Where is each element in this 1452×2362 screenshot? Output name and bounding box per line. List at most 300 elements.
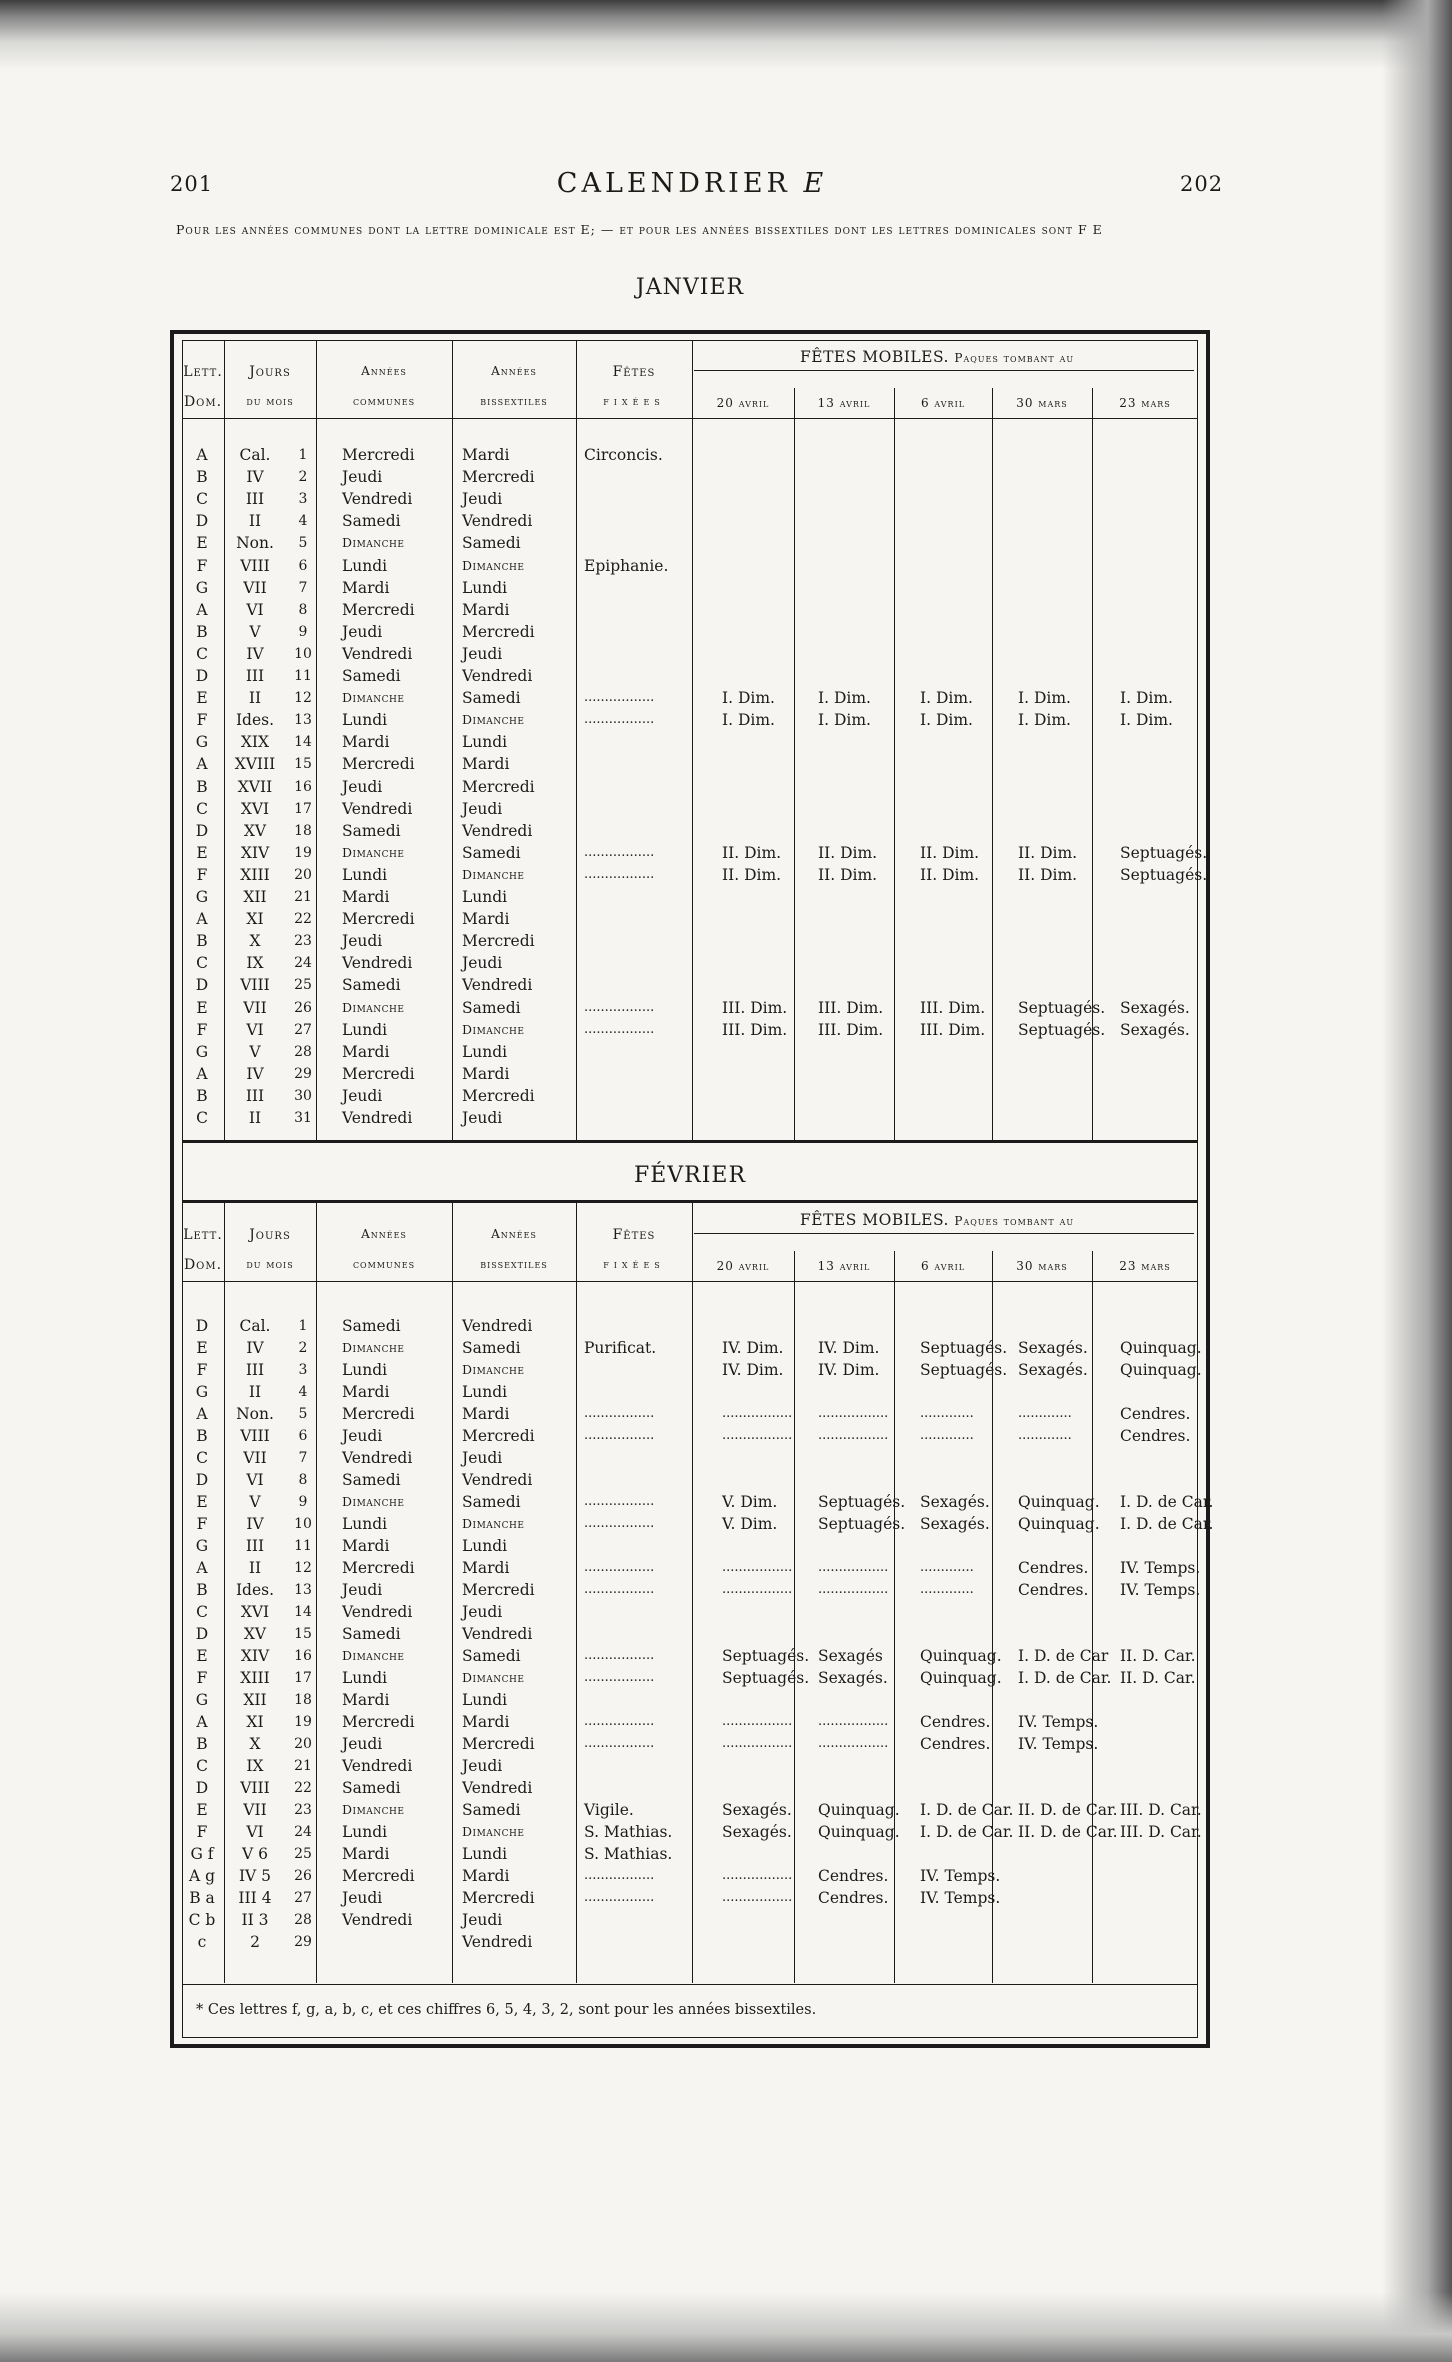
cell-col-3: Mercredi (342, 600, 415, 619)
cell-col-4: Dimanche (462, 1021, 525, 1037)
cell-col-7: II. Dim. (818, 865, 878, 884)
table-row (182, 776, 1198, 798)
cell-col-5: S. Mathias. (584, 1823, 673, 1841)
cell-col-3: Mercredi (342, 1405, 415, 1423)
cell-col-8: ............. (920, 1406, 974, 1421)
cell-col-3: Mardi (342, 1383, 390, 1401)
title-letter: E (803, 168, 824, 199)
table-row (182, 1623, 1198, 1645)
cell-col-4: Vendredi (462, 1625, 533, 1643)
scan-edge-right (1382, 0, 1452, 2362)
footnote: * Ces lettres f, g, a, b, c, et ces chiffres 6, 5, 4, 3, 2, sont pour les années bissextiles. (196, 2002, 817, 2018)
cell-col-8: Cendres. (920, 1735, 991, 1753)
cell-col-6: ................. (722, 1868, 793, 1883)
cell-col-8: I. Dim. (920, 711, 973, 730)
cell-col-1: X (249, 932, 261, 951)
header-date: 13 avril (817, 396, 871, 410)
cell-col-4: Jeudi (462, 1603, 503, 1621)
cell-col-8: III. Dim. (920, 998, 986, 1017)
janvier-table (182, 340, 1208, 1140)
cell-col-4: Lundi (462, 1383, 508, 1401)
cell-col-0: A (196, 755, 208, 774)
cell-col-1: X (249, 1735, 261, 1753)
cell-col-3: Lundi (342, 1361, 388, 1379)
cell-col-9: Cendres. (1018, 1581, 1089, 1599)
cell-col-0: B (196, 932, 208, 951)
cell-col-3: Jeudi (342, 1735, 383, 1753)
cell-col-7: III. Dim. (818, 1020, 884, 1039)
cell-col-2: 10 (294, 645, 312, 662)
cell-col-6: I. Dim. (722, 689, 775, 708)
cell-col-5: Circoncis. (584, 446, 663, 464)
cell-col-2: 13 (294, 1582, 312, 1598)
header-fetes: Fêtes (612, 1227, 656, 1243)
header-date: 6 avril (920, 396, 966, 410)
cell-col-3: Mercredi (342, 1867, 415, 1885)
cell-col-10: II. D. Car. (1120, 1669, 1196, 1687)
cell-col-8: I. Dim. (920, 689, 973, 708)
cell-col-0: G (195, 1691, 209, 1709)
cell-col-1: XVIII (234, 755, 276, 774)
cell-col-1: VII (243, 1801, 267, 1819)
table-row (182, 709, 1198, 731)
cell-col-2: 18 (294, 1692, 312, 1708)
cell-col-2: 12 (294, 1560, 312, 1576)
cell-col-7: II. Dim. (818, 843, 878, 862)
cell-col-2: 14 (294, 734, 312, 751)
cell-col-9: Septuagés. (1018, 998, 1106, 1017)
cell-col-4: Jeudi (462, 954, 503, 973)
cell-col-2: 18 (294, 822, 312, 839)
cell-col-8: Sexagés. (920, 1515, 990, 1533)
cell-col-4: Jeudi (462, 1911, 503, 1929)
cell-col-1: XIII (240, 1669, 270, 1687)
cell-col-3: Samedi (342, 976, 401, 995)
cell-col-2: 14 (294, 1604, 312, 1620)
cell-col-2: 27 (294, 1021, 312, 1038)
cell-col-2: 25 (294, 977, 312, 994)
cell-col-3: Samedi (342, 821, 401, 840)
table-row (182, 1843, 1198, 1865)
cell-col-0: G (195, 578, 209, 597)
cell-col-3: Jeudi (342, 1086, 383, 1105)
cell-col-1: IV (246, 644, 264, 663)
cell-col-2: 17 (294, 800, 312, 817)
cell-col-3: Jeudi (342, 468, 383, 487)
cell-col-2: 5 (298, 1406, 308, 1422)
cell-col-9: ............. (1018, 1406, 1072, 1421)
cell-col-7: Sexagés (818, 1647, 883, 1665)
cell-col-5: ................. (584, 844, 655, 860)
cell-col-1: Non. (236, 1405, 274, 1423)
cell-col-3: Mercredi (342, 1064, 415, 1083)
header-lett: Lett. (183, 1227, 223, 1243)
table-row (182, 864, 1208, 886)
table-row (182, 1579, 1201, 1601)
cell-col-1: III (245, 1537, 265, 1555)
cell-col-10: Sexagés. (1120, 1020, 1190, 1039)
table-row (182, 1403, 1198, 1425)
header-communes: communes (352, 394, 416, 408)
cell-col-7: III. Dim. (818, 998, 884, 1017)
cell-col-0: B a (189, 1889, 215, 1907)
cell-col-3: Dimanche (342, 1340, 405, 1355)
cell-col-7: ................. (818, 1406, 889, 1421)
cell-col-7: ................. (818, 1582, 889, 1597)
table-row (182, 555, 1198, 577)
cell-col-2: 2 (298, 469, 308, 486)
table-row (182, 1513, 1214, 1535)
cell-col-3: Dimanche (342, 844, 405, 860)
cell-col-1: II (248, 689, 262, 708)
cell-col-2: 11 (294, 668, 312, 684)
cell-col-3: Jeudi (342, 1581, 383, 1599)
cell-col-0: C b (188, 1911, 216, 1929)
cell-col-6: ................. (722, 1714, 793, 1729)
header-fixees: fixées (603, 1257, 665, 1271)
header-brace (694, 1233, 1194, 1234)
cell-col-3: Samedi (342, 1779, 401, 1797)
cell-col-6: Sexagés. (722, 1801, 792, 1819)
title-text: CALENDRIER (556, 168, 791, 199)
cell-col-3: Mercredi (342, 1713, 415, 1731)
cell-col-3: Lundi (342, 1515, 388, 1533)
cell-col-2: 3 (298, 491, 308, 508)
cell-col-1: XI (246, 910, 264, 929)
table-row (182, 1557, 1201, 1579)
cell-col-2: 29 (294, 1934, 312, 1950)
cell-col-2: 16 (294, 1648, 312, 1664)
table-row (182, 1019, 1198, 1041)
cell-col-8: Septuagés. (920, 1339, 1008, 1357)
cell-col-0: F (196, 1823, 208, 1841)
cell-col-4: Samedi (462, 1339, 521, 1357)
header-annees-communes: Années (361, 364, 407, 378)
header-rule (182, 418, 1198, 419)
header-bissextiles: bissextiles (480, 394, 548, 408)
cell-col-1: Ides. (235, 1581, 275, 1599)
cell-col-0: D (195, 1625, 209, 1643)
cell-col-3: Vendredi (342, 799, 413, 818)
table-row (182, 687, 1198, 709)
cell-col-0: E (196, 1801, 208, 1819)
cell-col-3: Samedi (342, 667, 401, 685)
table-row (182, 1711, 1198, 1733)
cell-col-1: III (245, 1361, 265, 1379)
header-mobiles-label: FÊTES MOBILES. (800, 348, 955, 366)
cell-col-5: Purificat. (584, 1339, 657, 1357)
cell-col-0: C (196, 799, 208, 818)
table-row (182, 731, 1198, 753)
cell-col-1: XVII (237, 777, 273, 796)
cell-col-3: Mardi (342, 733, 390, 752)
cell-col-3: Jeudi (342, 622, 383, 641)
cell-col-4: Dimanche (462, 866, 525, 882)
cell-col-9: Quinquag. (1018, 1515, 1100, 1533)
cell-col-4: Mercredi (462, 777, 535, 796)
cell-col-0: F (196, 1361, 208, 1379)
cell-col-5: ................. (584, 1736, 655, 1751)
cell-col-0: A (196, 600, 208, 619)
cell-col-3: Lundi (342, 1669, 388, 1687)
cell-col-2: 10 (294, 1516, 312, 1532)
cell-col-0: F (196, 1020, 208, 1039)
cell-col-10: I. Dim. (1120, 711, 1173, 730)
cell-col-8: ............. (920, 1560, 974, 1575)
cell-col-0: A (196, 446, 208, 464)
cell-col-5: ................. (584, 999, 655, 1015)
month-title-janvier: JANVIER (635, 275, 745, 300)
table-row (182, 1601, 1198, 1623)
cell-col-5: Vigile. (584, 1801, 634, 1819)
cell-col-4: Lundi (462, 1042, 508, 1061)
cell-col-4: Vendredi (462, 512, 533, 531)
cell-col-1: XII (243, 888, 267, 906)
cell-col-2: 24 (294, 1824, 312, 1840)
cell-col-0: F (196, 556, 208, 575)
cell-col-3: Vendredi (342, 954, 413, 973)
cell-col-3: Dimanche (342, 690, 405, 706)
cell-col-2: 28 (294, 1043, 312, 1060)
cell-col-4: Samedi (462, 1801, 521, 1819)
cell-col-2: 8 (298, 601, 308, 618)
cell-col-9: I. D. de Car (1018, 1647, 1109, 1665)
cell-col-0: G (195, 733, 209, 752)
table-row (182, 974, 1198, 996)
cell-col-4: Lundi (462, 578, 508, 597)
cell-col-2: 23 (294, 1802, 312, 1818)
cell-col-3: Dimanche (342, 535, 405, 551)
cell-col-8: Quinquag. (920, 1647, 1002, 1665)
cell-col-4: Mercredi (462, 1889, 535, 1907)
table-row (182, 908, 1198, 930)
cell-col-10: Cendres. (1120, 1405, 1191, 1423)
cell-col-1: 2 (250, 1933, 260, 1951)
cell-col-7: Septuagés. (818, 1515, 906, 1533)
cell-col-2: 1 (298, 447, 308, 463)
cell-col-0: E (196, 534, 208, 553)
cell-col-5: ................. (584, 1516, 655, 1531)
cell-col-3: Lundi (342, 1823, 388, 1841)
cell-col-2: 28 (294, 1912, 312, 1928)
header-annees-bissextiles: Années (491, 364, 537, 378)
table-row (182, 488, 1198, 510)
cell-col-6: II. Dim. (722, 865, 782, 884)
cell-col-0: B (196, 622, 208, 641)
cell-col-0: c (197, 1933, 207, 1951)
cell-col-1: II 3 (241, 1911, 269, 1929)
cell-col-10: Septuagés. (1120, 865, 1208, 884)
cell-col-0: E (196, 689, 208, 708)
table-row (182, 842, 1208, 864)
table-row (182, 444, 1198, 466)
header-date: 30 mars (1016, 396, 1068, 410)
table-row (182, 886, 1198, 908)
cell-col-9: Cendres. (1018, 1559, 1089, 1577)
cell-col-4: Dimanche (462, 1516, 525, 1531)
cell-col-1: Non. (236, 534, 274, 553)
cell-col-4: Mercredi (462, 468, 535, 487)
cell-col-10: I. D. de Car. (1120, 1493, 1214, 1511)
cell-col-4: Mercredi (462, 1427, 535, 1445)
cell-col-0: E (196, 998, 208, 1017)
header-jours: Jours (249, 364, 291, 380)
table-row (182, 621, 1198, 643)
cell-col-5: ................. (584, 690, 655, 706)
cell-col-10: Quinquag. (1120, 1339, 1202, 1357)
cell-col-2: 12 (294, 690, 312, 707)
header-date: 23 mars (1119, 396, 1171, 410)
cell-col-2: 6 (298, 557, 308, 574)
cell-col-4: Mercredi (462, 1581, 535, 1599)
header-mobiles-label: FÊTES MOBILES. (800, 1211, 955, 1229)
cell-col-3: Jeudi (342, 1889, 383, 1907)
cell-col-4: Mardi (462, 1867, 510, 1885)
cell-col-3: Mardi (342, 1537, 390, 1555)
table-row (182, 1755, 1198, 1777)
cell-col-0: A (196, 910, 208, 929)
cell-col-6: ................. (722, 1736, 793, 1751)
cell-col-10: IV. Temps. (1120, 1581, 1201, 1599)
cell-col-1: VIII (240, 1427, 270, 1445)
cell-col-7: Sexagés. (818, 1669, 888, 1687)
cell-col-9: II. D. de Car. (1018, 1801, 1118, 1819)
header-date: 6 avril (920, 1259, 966, 1273)
cell-col-9: II. Dim. (1018, 865, 1078, 884)
cell-col-3: Lundi (342, 1020, 388, 1039)
cell-col-5: S. Mathias. (584, 1845, 673, 1863)
cell-col-10: Sexagés. (1120, 998, 1190, 1017)
cell-col-7: Quinquag. (818, 1801, 900, 1819)
cell-col-5: ................. (584, 1560, 655, 1575)
cell-col-4: Jeudi (462, 1449, 503, 1467)
cell-col-3: Vendredi (342, 644, 413, 663)
cell-col-10: II. D. Car. (1120, 1647, 1196, 1665)
cell-col-7: ................. (818, 1428, 889, 1443)
cell-col-6: IV. Dim. (722, 1361, 784, 1379)
cell-col-2: 17 (294, 1670, 312, 1686)
cell-col-0: B (196, 1581, 208, 1599)
cell-col-8: Quinquag. (920, 1669, 1002, 1687)
table-row (182, 643, 1198, 665)
cell-col-1: IX (246, 954, 264, 973)
cell-col-8: IV. Temps. (920, 1889, 1001, 1907)
cell-col-5: ................. (584, 1021, 655, 1037)
cell-col-8: II. Dim. (920, 843, 980, 862)
header-jours: Jours (249, 1227, 291, 1243)
scan-edge-bottom (0, 2292, 1452, 2362)
cell-col-9: ............. (1018, 1428, 1072, 1443)
month-title-fevrier: FÉVRIER (633, 1163, 747, 1188)
table-row (182, 820, 1198, 842)
cell-col-10: Septuagés. (1120, 843, 1208, 862)
cell-col-2: 11 (294, 1538, 312, 1554)
cell-col-0: A g (188, 1867, 216, 1885)
cell-col-2: 30 (294, 1087, 312, 1104)
cell-col-6: Septuagés. (722, 1647, 810, 1665)
cell-col-3: Dimanche (342, 1494, 405, 1509)
cell-col-7: Septuagés. (818, 1493, 906, 1511)
cell-col-1: IV (246, 1515, 264, 1533)
cell-col-5: ................. (584, 866, 655, 882)
header-paques-label: Paques tombant au (954, 1214, 1075, 1228)
cell-col-3: Dimanche (342, 1648, 405, 1663)
cell-col-5: ................. (584, 1582, 655, 1597)
cell-col-7: ................. (818, 1560, 889, 1575)
cell-col-2: 23 (294, 933, 312, 950)
cell-col-4: Dimanche (462, 1670, 525, 1685)
cell-col-3: Samedi (342, 512, 401, 531)
table-row (182, 1887, 1198, 1909)
header-fetes-mobiles (800, 348, 1074, 366)
cell-col-0: C (196, 954, 208, 973)
table-row (182, 1777, 1198, 1799)
cell-col-3: Samedi (342, 1471, 401, 1489)
cell-col-4: Mercredi (462, 622, 535, 641)
cell-col-1: VII (243, 998, 267, 1017)
cell-col-0: G (195, 888, 209, 906)
cell-col-1: VIII (240, 556, 270, 575)
cell-col-0: D (195, 821, 209, 840)
cell-col-1: VII (243, 1449, 267, 1467)
cell-col-0: C (196, 644, 208, 663)
table-row (182, 1645, 1198, 1667)
cell-col-7: ................. (818, 1736, 889, 1751)
table-row (182, 1315, 1198, 1337)
cell-col-4: Vendredi (462, 821, 533, 840)
cell-col-1: XIV (240, 843, 270, 862)
cell-col-2: 21 (294, 1758, 312, 1774)
cell-col-9: II. D. de Car. (1018, 1823, 1118, 1841)
cell-col-0: D (195, 976, 209, 995)
cell-col-1: IX (246, 1757, 264, 1775)
cell-col-6: ................. (722, 1406, 793, 1421)
fevrier-table (182, 1203, 1214, 1983)
cell-col-7: ................. (818, 1714, 889, 1729)
cell-col-6: Septuagés. (722, 1669, 810, 1687)
cell-col-0: B (196, 1427, 208, 1445)
cell-col-3: Vendredi (342, 1449, 413, 1467)
cell-col-6: V. Dim. (722, 1493, 778, 1511)
cell-col-1: V (249, 1042, 261, 1061)
table-row (182, 798, 1198, 820)
cell-col-1: XIX (240, 733, 270, 752)
cell-col-9: I. D. de Car. (1018, 1669, 1112, 1687)
cell-col-3: Samedi (342, 1625, 401, 1643)
cell-col-2: 19 (294, 844, 312, 861)
cell-col-4: Lundi (462, 1845, 508, 1863)
cell-col-6: ................. (722, 1560, 793, 1575)
cell-col-1: XI (246, 1713, 264, 1731)
cell-col-3: Jeudi (342, 777, 383, 796)
cell-col-5: ................. (584, 1648, 655, 1663)
cell-col-6: ................. (722, 1428, 793, 1443)
cell-col-4: Mardi (462, 910, 510, 929)
cell-col-2: 19 (294, 1714, 312, 1730)
table-row (182, 466, 1198, 488)
table-row (182, 952, 1198, 974)
cell-col-2: 7 (298, 579, 308, 596)
cell-col-1: VIII (240, 976, 270, 995)
cell-col-0: C (196, 490, 208, 509)
cell-col-4: Lundi (462, 1537, 508, 1555)
table-row (182, 1085, 1198, 1107)
cell-col-2: 5 (298, 535, 308, 552)
header-brace (694, 370, 1194, 371)
cell-col-1: Cal. (239, 1317, 271, 1335)
cell-col-9: IV. Temps. (1018, 1735, 1099, 1753)
cell-col-0: G (195, 1537, 209, 1555)
